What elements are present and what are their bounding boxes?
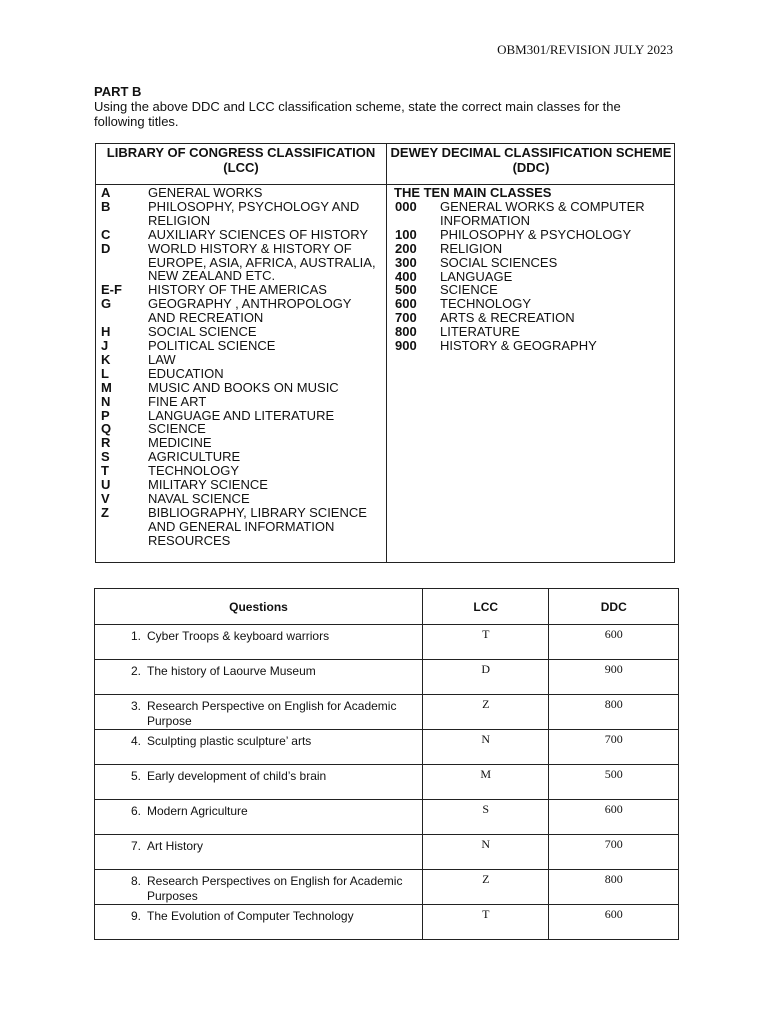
ddc-class-name: SOCIAL SCIENCES <box>440 254 558 270</box>
lcc-class-row <box>101 409 381 423</box>
lcc-answer: Z <box>422 870 549 905</box>
lcc-class-code: G <box>101 296 112 312</box>
ddc-class-row <box>395 297 665 311</box>
ddc-class-name: ARTS & RECREATION <box>440 310 575 326</box>
question-cell <box>95 695 423 730</box>
question-text: Art History <box>147 839 204 853</box>
lcc-class-code: A <box>101 185 111 200</box>
question-text: Research Perspective on English for Academic Purpose <box>147 699 397 728</box>
lcc-class-row <box>101 242 381 284</box>
lcc-class-row <box>101 339 381 353</box>
ddc-class-row <box>395 256 665 270</box>
document-code: OBM301/REVISION JULY 2023 <box>497 42 673 57</box>
ddc-class-row <box>395 283 665 297</box>
questions-column-header: Questions <box>95 589 423 625</box>
ddc-class-row <box>395 242 665 256</box>
question-row <box>95 905 679 940</box>
ddc-class-row <box>395 311 665 325</box>
lcc-class-row <box>101 297 381 325</box>
question-number: 4. <box>130 734 141 748</box>
question-cell <box>95 660 423 695</box>
lcc-class-name: FINE ART <box>148 393 207 409</box>
lcc-class-row <box>101 464 381 478</box>
lcc-class-row <box>101 367 381 381</box>
ddc-class-name: LANGUAGE <box>440 268 513 284</box>
lcc-class-name: WORLD HISTORY & HISTORY OF EUROPE, ASIA, AFRICA, AUSTRALIA, NEW ZEALAND ETC. <box>148 240 376 284</box>
lcc-class-code: S <box>101 449 110 465</box>
question-number: 6. <box>130 804 141 818</box>
question-text: Modern Agriculture <box>147 804 248 818</box>
lcc-answer: S <box>422 800 549 835</box>
lcc-class-row <box>101 325 381 339</box>
lcc-class-row <box>101 492 381 506</box>
lcc-class-code: B <box>101 198 111 214</box>
lcc-answer: Z <box>422 695 549 730</box>
ddc-class-row <box>395 200 665 228</box>
ddc-class-code: 900 <box>395 338 417 354</box>
ddc-class-name: RELIGION <box>440 240 503 256</box>
question-number: 5. <box>130 769 141 783</box>
lcc-class-row <box>101 381 381 395</box>
question-number: 8. <box>130 874 141 888</box>
ddc-answer: 600 <box>549 800 679 835</box>
ddc-class-code: 500 <box>395 282 417 298</box>
question-number: 9. <box>130 909 141 923</box>
question-cell <box>95 800 423 835</box>
ddc-class-row <box>395 339 665 353</box>
lcc-class-row <box>101 506 381 548</box>
ddc-class-name: TECHNOLOGY <box>440 296 532 312</box>
question-row <box>95 870 679 905</box>
ddc-class-code: 100 <box>395 226 417 242</box>
ddc-answer: 600 <box>549 905 679 940</box>
question-cell <box>95 765 423 800</box>
lcc-class-name: EDUCATION <box>148 365 224 381</box>
lcc-class-code: J <box>101 337 109 353</box>
lcc-class-name: HISTORY OF THE AMERICAS <box>148 282 327 298</box>
ddc-class-name: GENERAL WORKS & COMPUTER INFORMATION <box>440 199 645 228</box>
question-number: 3. <box>130 699 141 713</box>
question-text: Sculpting plastic sculpture’ arts <box>147 734 312 748</box>
ddc-answer: 800 <box>549 695 679 730</box>
ddc-class-code: 200 <box>395 240 417 256</box>
lcc-class-name: AGRICULTURE <box>148 449 241 465</box>
ddc-main-classes-heading: THE TEN MAIN CLASSES <box>394 185 552 200</box>
lcc-answer: N <box>422 835 549 870</box>
lcc-class-code: L <box>101 365 109 381</box>
lcc-answer: D <box>422 660 549 695</box>
lcc-class-code: U <box>101 477 111 493</box>
lcc-answer: N <box>422 730 549 765</box>
ddc-class-code: 300 <box>395 254 417 270</box>
lcc-class-name: NAVAL SCIENCE <box>148 490 250 506</box>
question-cell <box>95 905 423 940</box>
question-text: Cyber Troops & keyboard warriors <box>147 629 330 643</box>
ddc-answer-column-header: DDC <box>549 589 679 625</box>
ddc-class-name: PHILOSOPHY & PSYCHOLOGY <box>440 226 632 242</box>
ddc-answer: 500 <box>549 765 679 800</box>
lcc-class-code: R <box>101 435 111 451</box>
question-cell <box>95 835 423 870</box>
lcc-class-name: MEDICINE <box>148 435 212 451</box>
lcc-class-name: AUXILIARY SCIENCES OF HISTORY <box>148 226 369 242</box>
lcc-class-row <box>101 353 381 367</box>
lcc-class-name: LAW <box>148 351 176 367</box>
ddc-class-code: 800 <box>395 324 417 340</box>
lcc-class-row <box>101 283 381 297</box>
ddc-answer: 900 <box>549 660 679 695</box>
question-row <box>95 765 679 800</box>
lcc-class-row <box>101 186 381 200</box>
lcc-class-row <box>101 200 381 228</box>
question-row <box>95 835 679 870</box>
ddc-answer: 700 <box>549 835 679 870</box>
lcc-class-name: MILITARY SCIENCE <box>148 477 268 493</box>
lcc-class-code: C <box>101 226 111 242</box>
question-row <box>95 660 679 695</box>
question-text: The Evolution of Computer Technology <box>147 909 354 923</box>
lcc-class-code: T <box>101 463 109 479</box>
question-cell <box>95 730 423 765</box>
lcc-class-name: GEOGRAPHY , ANTHROPOLOGY AND RECREATION <box>148 296 352 326</box>
lcc-class-row <box>101 478 381 492</box>
lcc-answer: T <box>422 905 549 940</box>
lcc-class-code: Z <box>101 504 109 520</box>
question-row <box>95 800 679 835</box>
questions-table <box>94 588 679 940</box>
question-row <box>95 695 679 730</box>
lcc-class-name: MUSIC AND BOOKS ON MUSIC <box>148 379 339 395</box>
lcc-class-name: GENERAL WORKS <box>148 185 263 200</box>
ddc-class-code: 000 <box>395 199 417 214</box>
ddc-answer: 600 <box>549 625 679 660</box>
question-number: 7. <box>130 839 141 853</box>
ddc-class-list <box>395 200 665 353</box>
lcc-class-name: SOCIAL SCIENCE <box>148 324 257 340</box>
question-number: 2. <box>130 664 141 678</box>
lcc-answer-column-header: LCC <box>422 589 549 625</box>
question-text: Early development of child’s brain <box>147 769 327 783</box>
lcc-class-list <box>101 186 381 548</box>
ddc-class-code: 400 <box>395 268 417 284</box>
lcc-answer: M <box>422 765 549 800</box>
lcc-class-code: P <box>101 407 110 423</box>
part-title: PART B <box>94 84 142 99</box>
lcc-class-name: TECHNOLOGY <box>148 463 240 479</box>
instructions: Using the above DDC and LCC classification scheme, state the correct main classes for the following titles. <box>94 99 621 129</box>
lcc-class-row <box>101 228 381 242</box>
lcc-class-code: E-F <box>101 282 122 298</box>
question-cell <box>95 625 423 660</box>
lcc-class-code: M <box>101 379 112 395</box>
lcc-class-name: LANGUAGE AND LITERATURE <box>148 407 335 423</box>
lcc-class-name: POLITICAL SCIENCE <box>148 337 276 353</box>
lcc-class-row <box>101 450 381 464</box>
question-number: 1. <box>130 629 141 643</box>
ddc-answer: 700 <box>549 730 679 765</box>
ddc-class-name: HISTORY & GEOGRAPHY <box>440 338 597 354</box>
question-text: The history of Laourve Museum <box>147 664 316 678</box>
ddc-class-code: 700 <box>395 310 417 326</box>
ddc-answer: 800 <box>549 870 679 905</box>
ddc-class-row <box>395 270 665 284</box>
lcc-class-row <box>101 422 381 436</box>
lcc-class-code: Q <box>101 421 112 437</box>
lcc-class-code: V <box>101 490 110 506</box>
classification-table <box>95 143 675 563</box>
ddc-column-header: DEWEY DECIMAL CLASSIFICATION SCHEME (DDC) <box>390 145 672 175</box>
lcc-class-code: H <box>101 324 111 340</box>
ddc-class-name: LITERATURE <box>440 324 520 340</box>
ddc-class-row <box>395 325 665 339</box>
lcc-answer: T <box>422 625 549 660</box>
ddc-class-row <box>395 228 665 242</box>
lcc-class-name: SCIENCE <box>148 421 206 437</box>
question-row <box>95 730 679 765</box>
lcc-class-name: BIBLIOGRAPHY, LIBRARY SCIENCE AND GENERAL INFORMATION RESOURCES <box>148 504 367 548</box>
question-text: Research Perspectives on English for Academic Purposes <box>147 874 403 903</box>
question-cell <box>95 870 423 905</box>
lcc-class-row <box>101 436 381 450</box>
lcc-class-code: N <box>101 393 111 409</box>
lcc-column-header: LIBRARY OF CONGRESS CLASSIFICATION (LCC) <box>106 145 376 175</box>
lcc-class-row <box>101 395 381 409</box>
ddc-class-name: SCIENCE <box>440 282 498 298</box>
lcc-class-name: PHILOSOPHY, PSYCHOLOGY AND RELIGION <box>148 198 360 228</box>
ddc-class-code: 600 <box>395 296 417 312</box>
lcc-class-code: K <box>101 351 111 367</box>
question-row <box>95 625 679 660</box>
lcc-class-code: D <box>101 240 111 256</box>
